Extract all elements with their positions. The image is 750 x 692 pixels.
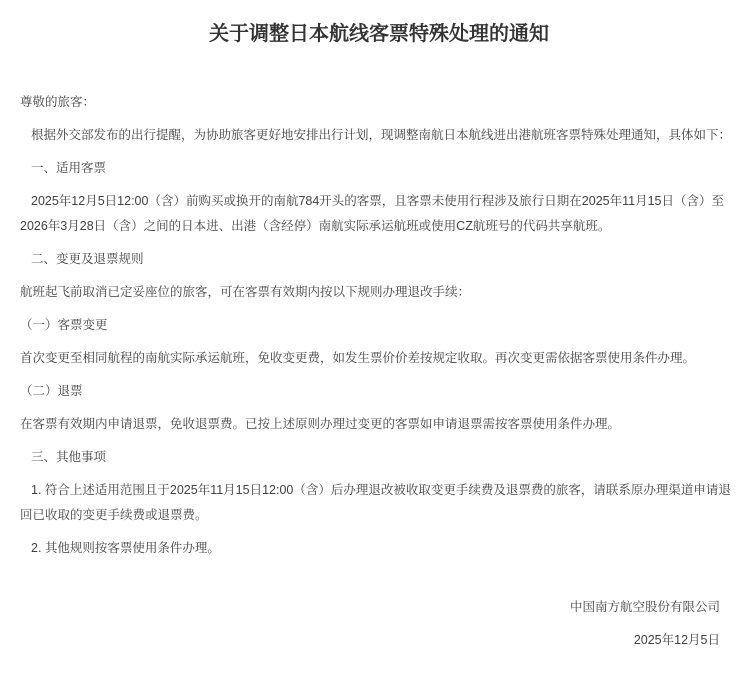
section-2-sub-2-heading: （二）退票	[20, 384, 83, 398]
section-2-sub-1-body: 首次变更至相同航程的南航实际承运航班，免收变更费，如发生票价价差按规定收取。再次变更需依据客票使用条件办理。	[20, 351, 696, 365]
notice-title: 关于调整日本航线客票特殊处理的通知	[209, 23, 549, 45]
section-2-sub-1-heading: （一）客票变更	[20, 318, 108, 332]
section-2-intro: 航班起飞前取消已定妥座位的旅客，可在客票有效期内按以下规则办理退改手续：	[20, 285, 471, 299]
section-2-heading: 二、变更及退票规则	[31, 252, 144, 266]
section-3-item-2: 2. 其他规则按客票使用条件办理。	[31, 541, 220, 555]
intro-paragraph: 根据外交部发布的出行提醒，为协助旅客更好地安排出行计划，现调整南航日本航线进出港航班客票特殊处理通知，具体如下：	[31, 128, 732, 142]
section-1-heading: 一、适用客票	[31, 161, 107, 175]
section-3-item-1: 1. 符合上述适用范围且于2025年11月15日12:00（含）后办理退改被收取变更手续费及退票费的旅客，请联系原办理渠道申请退回已收取的变更手续费或退票费。	[20, 483, 731, 522]
notice-document	[0, 22, 750, 692]
signature-company: 中国南方航空股份有限公司	[569, 600, 720, 614]
signature-date: 2025年12月5日	[633, 633, 720, 647]
section-1-body: 2025年12月5日12:00（含）前购买或换开的南航784开头的客票，且客票未使用行程涉及旅行日期在2025年11月15日（含）至2026年3月28日（含）之间的日本进、出港（含经停）南航实际承运航班或使用CZ航班号的代码共享航班。	[20, 194, 724, 233]
salutation: 尊敬的旅客：	[20, 95, 96, 109]
section-2-sub-2-body: 在客票有效期内申请退票，免收退票费。已按上述原则办理过变更的客票如申请退票需按客票使用条件办理。	[20, 417, 621, 431]
section-3-heading: 三、其他事项	[31, 450, 107, 464]
signature-block	[20, 595, 738, 653]
